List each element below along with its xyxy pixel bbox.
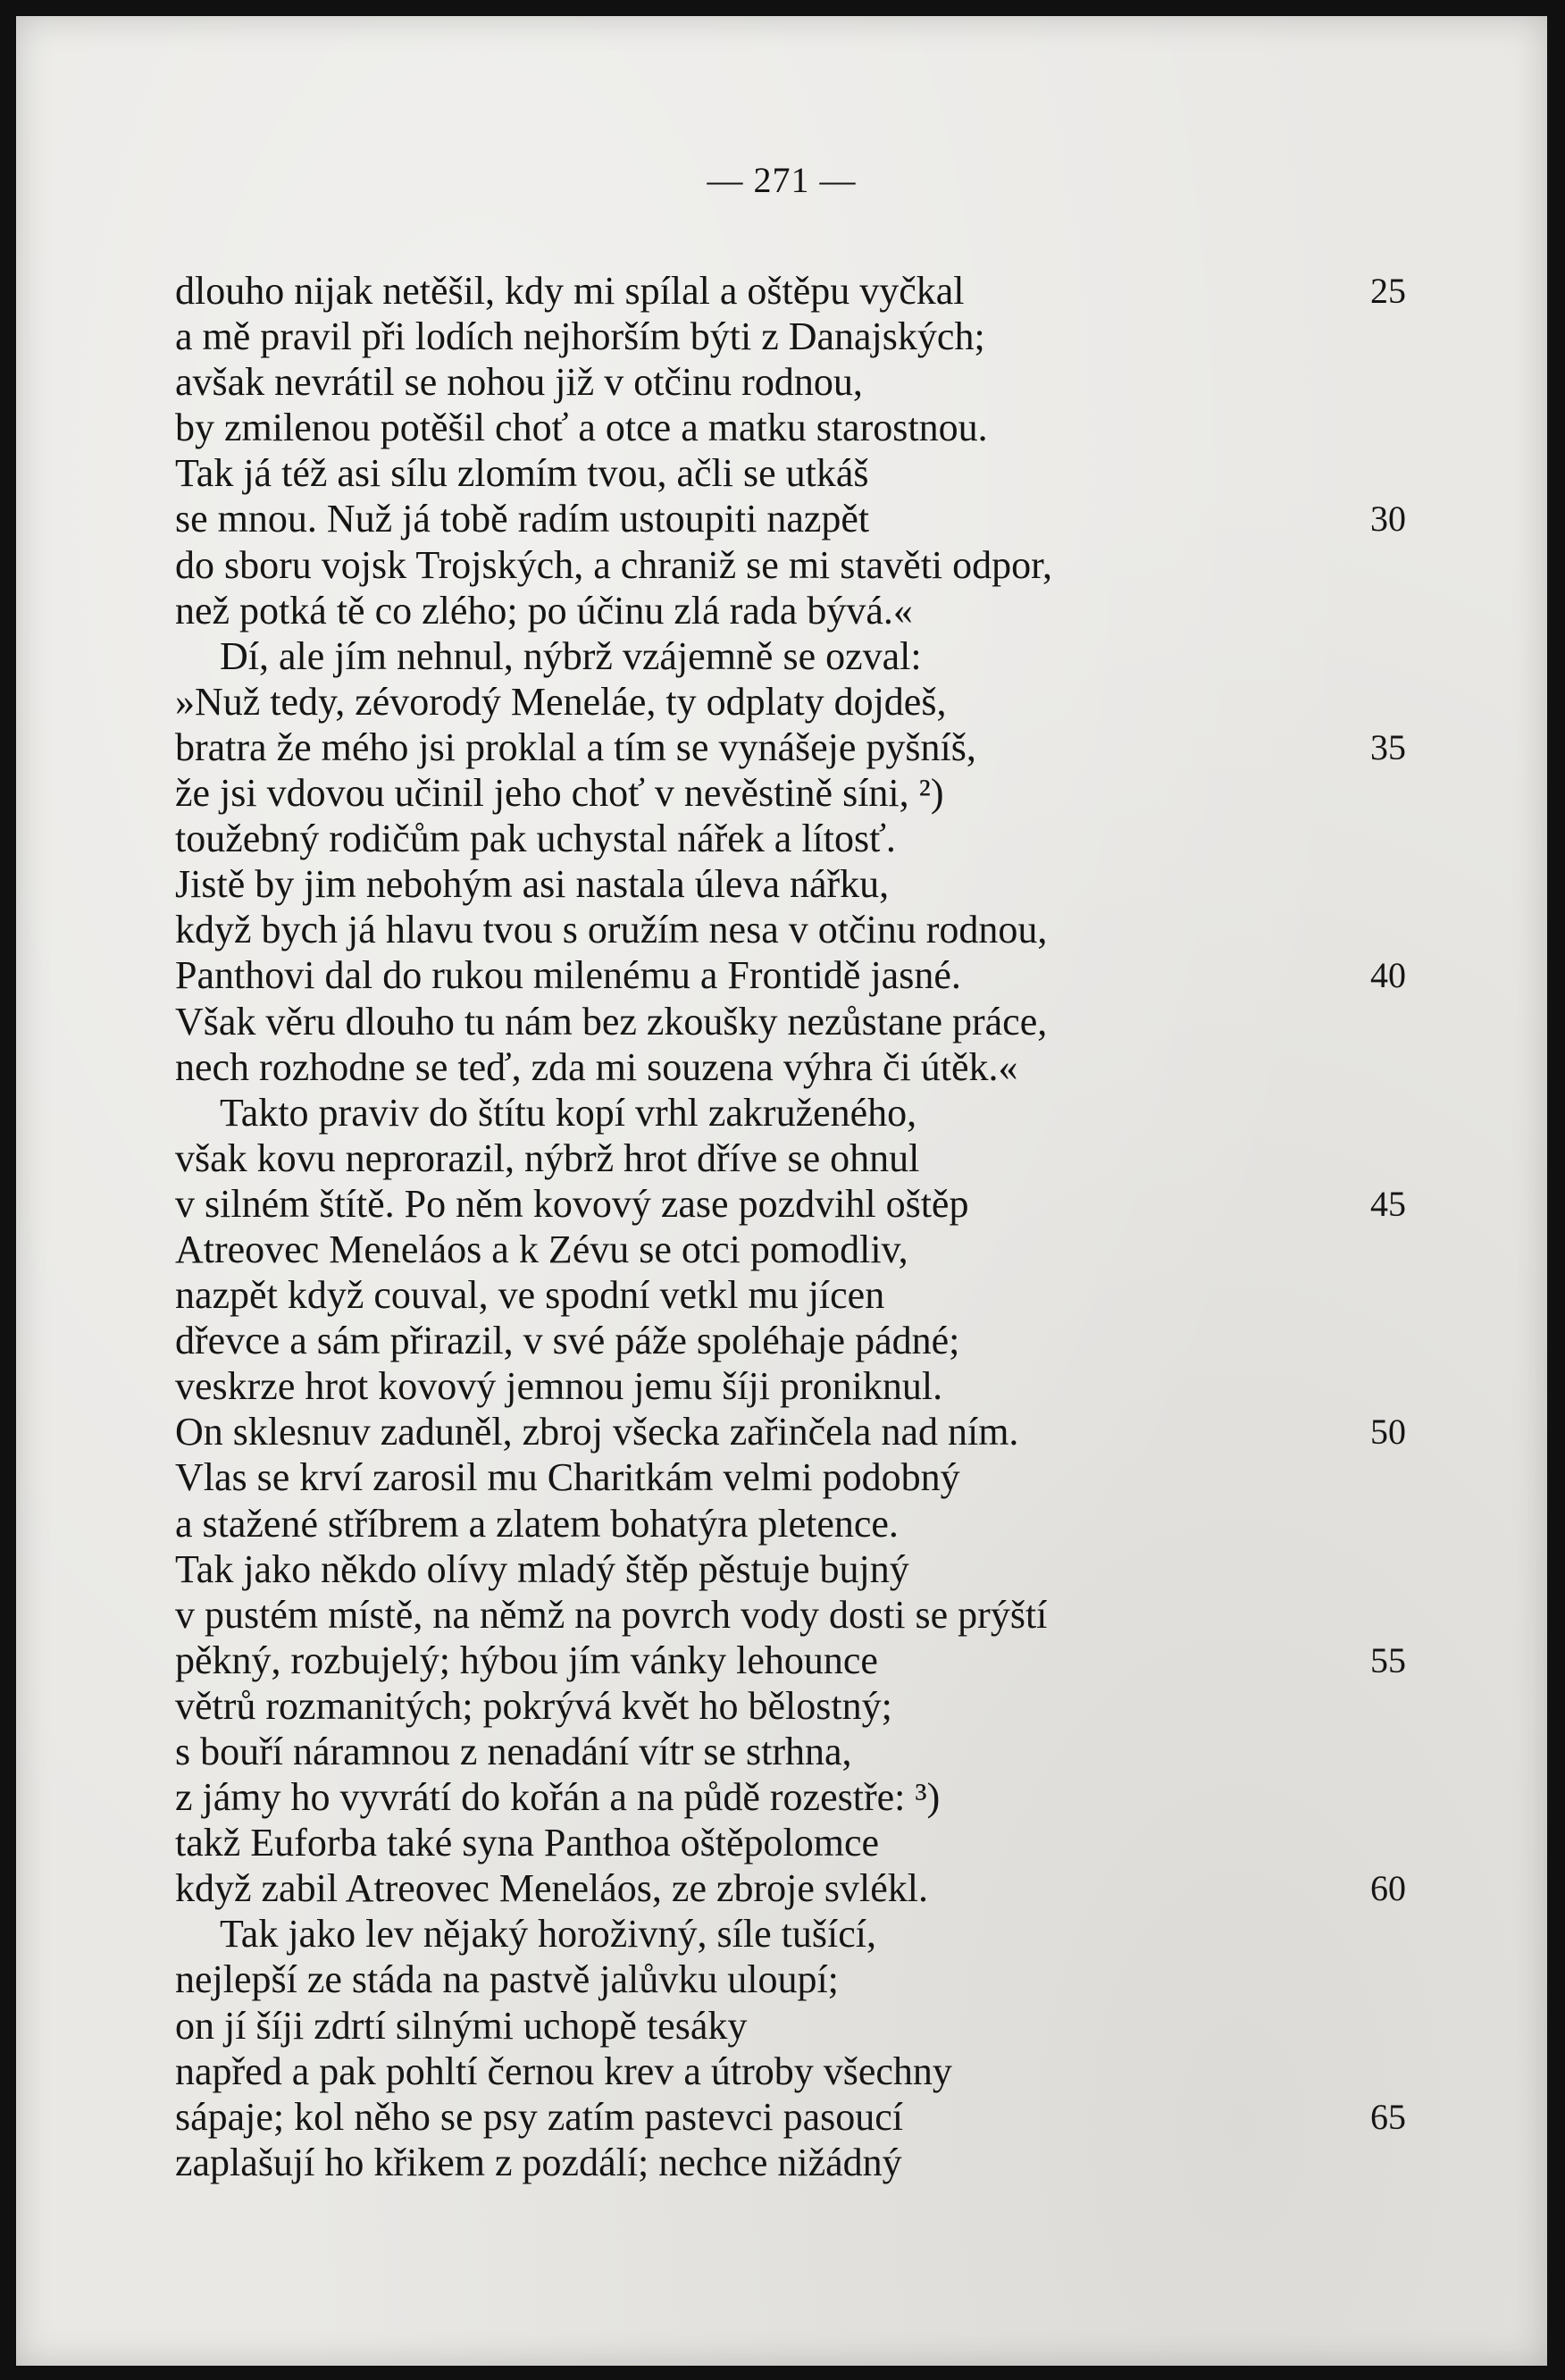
verse-line-text: zaplašují ho křikem z pozdálí; nechce nižádný — [175, 2140, 902, 2184]
verse-line — [175, 1683, 1417, 1729]
verse-line — [175, 1501, 1417, 1546]
verse-line — [175, 1090, 1417, 1136]
verse-line-text: než potká tě co zlého; po účinu zlá rada bývá.« — [175, 588, 913, 633]
verse-line-text: větrů rozmanitých; pokrývá květ ho bělostný; — [175, 1683, 892, 1728]
verse-line-text: on jí šíji zdrtí silnými uchopě tesáky — [175, 2003, 748, 2048]
verse-line-text: On sklesnuv zaduněl, zbroj všecka zařinčela nad ním. — [175, 1410, 1019, 1454]
line-number: 45 — [1370, 1183, 1406, 1224]
verse-line-text: a mě pravil při lodích nejhorším býti z Danajských; — [175, 314, 985, 359]
verse-line — [175, 405, 1417, 450]
verse-line-text: dlouho nijak netěšil, kdy mi spílal a oštěpu vyčkal — [175, 269, 965, 313]
verse-line-text: by zmilenou potěšil choť a otce a matku starostnou. — [175, 406, 988, 450]
verse-line-text: že jsi vdovou učinil jeho choť v nevěstině síni, ²) — [175, 771, 944, 816]
verse-line-text: Tak jako lev nějaký horoživný, síle tušící, — [220, 1912, 876, 1957]
verse-line-text: když zabil Atreovec Meneláos, ze zbroje svlékl. — [175, 1866, 929, 1911]
verse-line — [175, 1546, 1417, 1592]
verse-line — [175, 1729, 1417, 1774]
line-number: 60 — [1370, 1868, 1406, 1909]
verse-line — [175, 2003, 1417, 2049]
verse-line-text: Takto praviv do štítu kopí vrhl zakruženého, — [220, 1090, 917, 1135]
verse-line — [175, 359, 1417, 405]
line-number: 25 — [1370, 271, 1406, 311]
verse-line-text: když bych já hlavu tvou s oružím nesa v otčinu rodnou, — [175, 908, 1048, 952]
verse-line-text: toužebný rodičům pak uchystal nářek a lítosť. — [175, 817, 896, 861]
verse-line — [175, 2049, 1417, 2094]
verse-line-text: do sboru vojsk Trojských, a chraniž se mi stavěti odpor, — [175, 542, 1053, 587]
verse-line-text: Tak já též asi sílu zlomím tvou, ačli se utkáš — [175, 451, 869, 496]
verse-line-text: Tak jako někdo olívy mladý štěp pěstuje bujný — [175, 1546, 909, 1591]
verse-line — [175, 1865, 1417, 1911]
verse-line-text: veskrze hrot kovový jemnou jemu šíji proniknul. — [175, 1364, 943, 1409]
verse-line — [175, 588, 1417, 633]
verse-line — [175, 1820, 1417, 1865]
verse-line-text: z jámy ho vyvrátí do kořán a na půdě rozestře: ³) — [175, 1775, 941, 1820]
verse-line — [175, 816, 1417, 861]
verse-line — [175, 1044, 1417, 1090]
verse-line-text: pěkný, rozbujelý; hýbou jím vánky lehounce — [175, 1638, 878, 1682]
verse-line-text: v silném štítě. Po něm kovový zase pozdvihl oštěp — [175, 1181, 969, 1226]
verse-line-text: nejlepší ze stáda na pastvě jalůvku uloupí; — [175, 1957, 839, 2002]
verse-line — [175, 1227, 1417, 1272]
verse-line — [175, 907, 1417, 952]
verse-line-text: napřed a pak pohltí černou krev a útroby všechny — [175, 2049, 952, 2093]
verse-line-text: Však věru dlouho tu nám bez zkoušky nezůstane práce, — [175, 999, 1048, 1043]
verse-line-text: s bouří náramnou z nenadání vítr se strhna, — [175, 1730, 852, 1773]
line-number: 40 — [1370, 955, 1406, 996]
verse-line — [175, 1911, 1417, 1957]
verse-line-text: avšak nevrátil se nohou již v otčinu rodnou, — [175, 360, 863, 405]
verse-line — [175, 314, 1417, 359]
verse-line-text: v pustém místě, na němž na povrch vody dosti se prýští — [175, 1592, 1048, 1637]
verse-line — [175, 1409, 1417, 1454]
verse-line — [175, 1957, 1417, 2002]
book-page — [16, 16, 1547, 2366]
verse-line-text: Atreovec Meneláos a k Zévu se otci pomodliv, — [175, 1227, 908, 1271]
verse-line — [175, 1136, 1417, 1181]
verse-line — [175, 1774, 1417, 1820]
verse-line — [175, 1638, 1417, 1683]
verse-line — [175, 770, 1417, 816]
verse-line — [175, 496, 1417, 541]
verse-line — [175, 1181, 1417, 1227]
line-number: 50 — [1370, 1412, 1406, 1453]
page-number: — 271 — — [707, 160, 857, 200]
line-number: 35 — [1370, 726, 1406, 767]
verse-line — [175, 679, 1417, 725]
verse-line-text: Jistě by jim nebohým asi nastala úleva nářku, — [175, 862, 890, 907]
verse-line-text: dřevce a sám přirazil, v své páže spoléhaje pádné; — [175, 1319, 960, 1363]
verse-line — [175, 725, 1417, 770]
verse-line — [175, 2094, 1417, 2140]
verse-line-text: bratra že mého jsi proklal a tím se vynášeje pyšníš, — [175, 725, 976, 769]
verse-line-text: nazpět když couval, ve spodní vetkl mu jícen — [175, 1273, 885, 1318]
verse-line-text: Vlas se krví zarosil mu Charitkám velmi podobný — [175, 1455, 960, 1500]
verse-line-text: Dí, ale jím nehnul, nýbrž vzájemně se ozval: — [220, 633, 922, 678]
verse-line — [175, 542, 1417, 588]
verse-line-text: však kovu neprorazil, nýbrž hrot dříve se ohnul — [175, 1136, 920, 1180]
verse-line-text: »Nuž tedy, zévorodý Meneláe, ty odplaty dojdeš, — [175, 679, 947, 724]
verse-line-text: a stažené stříbrem a zlatem bohatýra pletence. — [175, 1501, 899, 1546]
verse-line — [175, 1454, 1417, 1500]
verse-line-text: se mnou. Nuž já tobě radím ustoupiti nazpět — [175, 497, 870, 541]
line-number: 65 — [1370, 2096, 1406, 2137]
verse-line — [175, 633, 1417, 679]
verse-line — [175, 1592, 1417, 1638]
verse-line-text: Panthovi dal do rukou milenému a Frontidě jasné. — [175, 953, 961, 998]
verse-line-text: nech rozhodne se teď, zda mi souzena výhra či útěk.« — [175, 1044, 1018, 1089]
verse-line — [175, 1318, 1417, 1363]
verse-text-block — [175, 268, 1417, 2185]
verse-line — [175, 861, 1417, 907]
verse-line-text: sápaje; kol něho se psy zatím pastevci pasoucí — [175, 2094, 903, 2139]
verse-line-text: takž Euforba také syna Panthoa oštěpolomce — [175, 1821, 880, 1865]
verse-line — [175, 1272, 1417, 1318]
line-number: 30 — [1370, 499, 1406, 540]
verse-line — [175, 450, 1417, 496]
verse-line — [175, 999, 1417, 1044]
line-number: 55 — [1370, 1639, 1406, 1680]
verse-line — [175, 2140, 1417, 2185]
verse-line — [175, 268, 1417, 314]
verse-line — [175, 952, 1417, 998]
verse-line — [175, 1363, 1417, 1409]
